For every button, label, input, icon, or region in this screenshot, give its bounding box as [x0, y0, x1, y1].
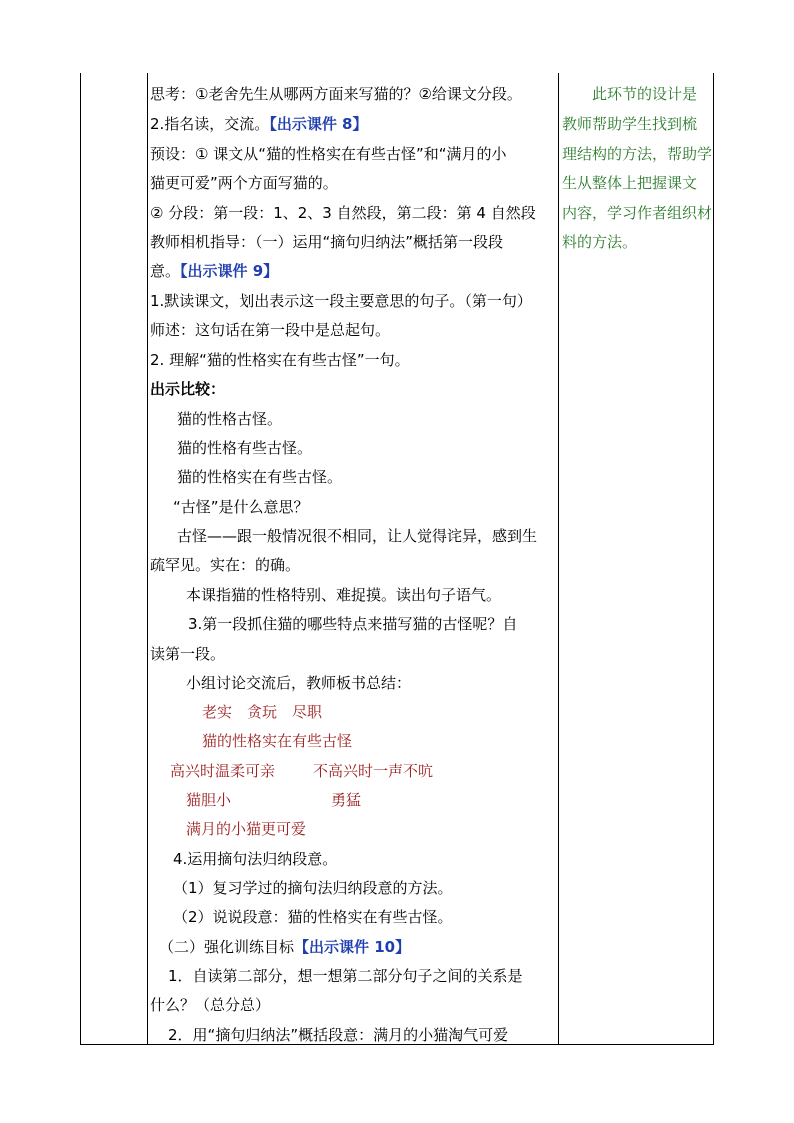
board-summary-item: 不高兴时一声不吭 [313, 762, 434, 780]
text-line: 师述：这句话在第一段中是总起句。 [150, 321, 391, 339]
text-line [159, 937, 410, 957]
text-segment: 意。 [150, 262, 181, 280]
courseware-tag: 【出示课件 10】 [294, 938, 411, 956]
section-heading: 出示比较： [150, 380, 226, 398]
board-summary-line: 满月的小猫更可爱 [186, 820, 307, 838]
text-line: 猫的性格古怪。 [177, 410, 283, 428]
courseware-tag: 【出示课件 9】 [180, 262, 279, 280]
text-line: 思考：①老舍先生从哪两方面来写猫的？②给课文分段。 [150, 85, 522, 103]
text-line: 2. 理解“猫的性格实在有些古怪”一句。 [150, 351, 410, 369]
text-line: 古怪——跟一般情况很不相同，让人觉得诧异，感到生 [177, 527, 538, 545]
text-line: （2）说说段意：猫的性格实在有些古怪。 [173, 908, 453, 926]
text-line: 什么？（总分总） [150, 996, 271, 1014]
column-divider-left [147, 73, 148, 1044]
design-note-line: 生从整体上把握课文 [562, 174, 698, 192]
design-note-line: 内容，学习作者组织材 [562, 204, 713, 222]
design-note-line: 料的方法。 [562, 233, 638, 251]
board-summary-item: 猫胆小 [186, 791, 232, 809]
text-line: ② 分段：第一段：1、2、3 自然段，第二段：第 4 自然段 [150, 204, 536, 222]
text-line: 1.默读课文，划出表示这一段主要意思的句子。（第一句） [150, 292, 532, 310]
text-line [150, 114, 367, 134]
column-divider-right [558, 73, 559, 1044]
text-line: “古怪”是什么意思？ [173, 498, 309, 516]
text-line: 2．用“摘句归纳法”概括段意：满月的小猫淘气可爱 [168, 1026, 509, 1044]
board-summary-item: 勇猛 [331, 791, 362, 809]
board-summary-line: 猫的性格实在有些古怪 [202, 732, 353, 750]
text-line: 读第一段。 [150, 645, 226, 663]
text-line: 本课指猫的性格特别、难捉摸。读出句子语气。 [186, 586, 502, 604]
text-line: 1．自读第二部分，想一想第二部分句子之间的关系是 [168, 967, 523, 985]
text-line: 猫的性格实在有些古怪。 [177, 468, 343, 486]
text-line: 猫的性格有些古怪。 [177, 439, 313, 457]
text-line: 小组讨论交流后，教师板书总结： [186, 674, 412, 692]
text-line: 3.第一段抓住猫的哪些特点来描写猫的古怪呢？自 [188, 615, 518, 633]
design-note-line: 此环节的设计是 [592, 85, 698, 103]
text-line: 教师相机指导：（一）运用“摘句归纳法”概括第一段段 [150, 233, 504, 251]
text-line: 4.运用摘句法归纳段意。 [173, 850, 338, 868]
text-line: 预设：① 课文从“猫的性格实在有些古怪”和“满月的小 [150, 145, 507, 163]
text-line [150, 261, 278, 281]
text-line: 疏罕见。实在：的确。 [150, 556, 301, 574]
text-segment: （二）强化训练目标 [159, 938, 295, 956]
design-note-line: 理结构的方法，帮助学 [562, 145, 713, 163]
text-segment: 2.指名读，交流。 [150, 115, 270, 133]
board-summary-item: 高兴时温柔可亲 [170, 762, 276, 780]
text-line: （1）复习学过的摘句法归纳段意的方法。 [173, 879, 453, 897]
design-note-line: 教师帮助学生找到梳 [562, 115, 698, 133]
board-summary-line: 老实 贪玩 尽职 [202, 703, 323, 721]
courseware-tag: 【出示课件 8】 [269, 115, 368, 133]
text-line: 猫更可爱”两个方面写猫的。 [150, 174, 338, 192]
